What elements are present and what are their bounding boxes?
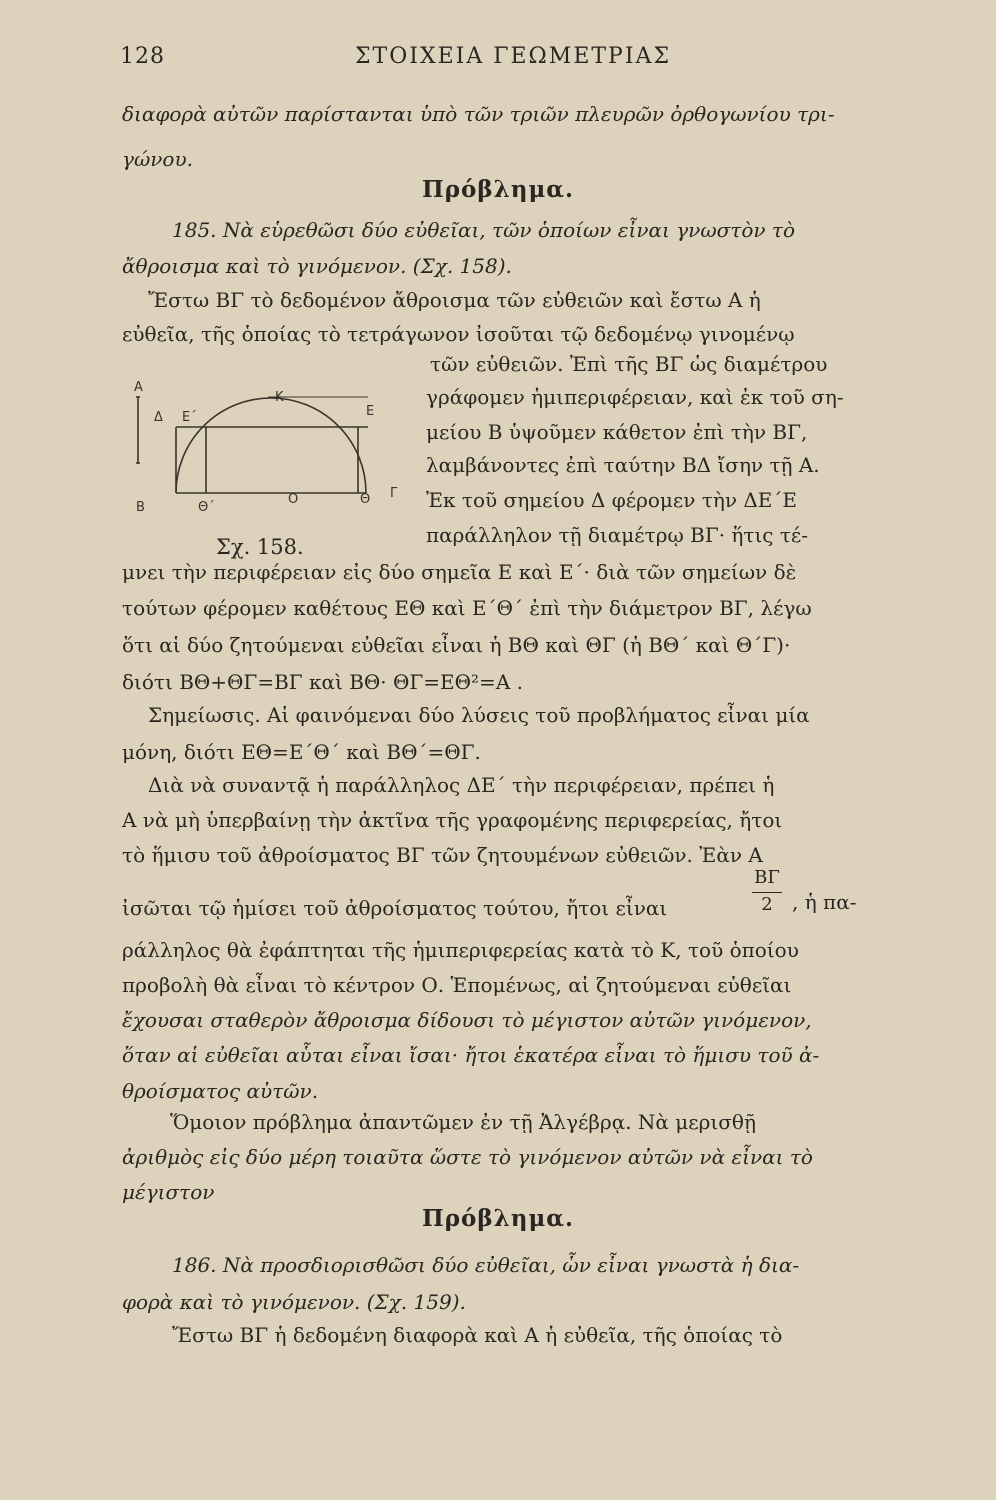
- text-line: ἔχουσαι σταθερὸν ἄθροισμα δίδουσι τὸ μέγιστον αὐτῶν γινόμενον,: [122, 1008, 812, 1032]
- text-line: τῶν εὐθειῶν. Ἐπὶ τῆς ΒΓ ὡς διαμέτρου: [430, 352, 828, 376]
- text-line: ράλληλος θὰ ἐφάπτηται τῆς ἡμιπεριφερείας κατὰ τὸ Κ, τοῦ ὁποίου: [122, 938, 799, 962]
- text-line: γράφομεν ἡμιπεριφέρειαν, καὶ ἐκ τοῦ ση-: [426, 385, 844, 409]
- fraction-BG-over-2: [742, 866, 792, 917]
- fraction-numerator: ΒΓ: [754, 867, 780, 888]
- label-D: Δ: [154, 410, 163, 425]
- page-number: 128: [120, 44, 165, 69]
- text-line: Ἔστω ΒΓ τὸ δεδομένον ἄθροισμα τῶν εὐθειῶν καὶ ἔστω Α ἡ: [148, 288, 761, 312]
- label-K: Κ: [275, 390, 284, 405]
- text-line: τούτων φέρομεν καθέτους ΕΘ καὶ Ε΄Θ΄ ἐπὶ τὴν διάμετρον ΒΓ, λέγω: [122, 596, 812, 620]
- label-A: Α: [134, 380, 143, 395]
- text-line: μόνη, διότι ΕΘ=Ε΄Θ΄ καὶ ΒΘ΄=ΘΓ.: [122, 740, 481, 764]
- text-line: διαφορὰ αὐτῶν παρίστανται ὑπὸ τῶν τριῶν πλευρῶν ὀρθογωνίου τρι-: [122, 102, 835, 126]
- text-line: , ἡ πα-: [792, 890, 857, 914]
- text-line: 185. Νὰ εὑρεθῶσι δύο εὐθεῖαι, τῶν ὁποίων εἶναι γνωστὸν τὸ: [172, 218, 796, 242]
- text-line: Ἐκ τοῦ σημείου Δ φέρομεν τὴν ΔΕ΄Ε: [426, 488, 797, 512]
- label-TH: Θ: [360, 492, 371, 507]
- running-title: ΣΤΟΙΧΕΙΑ ΓΕΩΜΕΤΡΙΑΣ: [354, 44, 671, 69]
- figure-caption: Σχ. 158.: [216, 535, 304, 559]
- text-line: μέγιστον: [122, 1180, 215, 1204]
- text-line: προβολὴ θὰ εἶναι τὸ κέντρον Ο. Ἑπομένως, αἱ ζητούμεναι εὐθεῖαι: [122, 973, 792, 997]
- text-line: Διὰ νὰ συναντᾷ ἡ παράλληλος ΔΕ΄ τὴν περιφέρειαν, πρέπει ἡ: [148, 773, 775, 797]
- text-line: λαμβάνοντες ἐπὶ ταύτην ΒΔ ἴσην τῇ Α.: [426, 453, 820, 477]
- text-line: ὅτι αἱ δύο ζητούμεναι εὐθεῖαι εἶναι ἡ ΒΘ καὶ ΘΓ (ἡ ΒΘ΄ καὶ Θ΄Γ)·: [122, 633, 791, 657]
- figure-158: [128, 375, 418, 525]
- text-line: ἀριθμὸς εἰς δύο μέρη τοιαῦτα ὥστε τὸ γινόμενον αὐτῶν νὰ εἶναι τὸ: [122, 1145, 813, 1169]
- text-line: 186. Νὰ προσδιορισθῶσι δύο εὐθεῖαι, ὧν εἶναι γνωστὰ ἡ δια-: [172, 1253, 800, 1277]
- text-line: Ἔστω ΒΓ ἡ δεδομένη διαφορὰ καὶ Α ἡ εὐθεῖα, τῆς ὁποίας τὸ: [172, 1323, 783, 1347]
- label-G: Γ: [390, 486, 398, 501]
- text-line: εὐθεῖα, τῆς ὁποίας τὸ τετράγωνον ἰσοῦται τῷ δεδομένῳ γινομένῳ: [122, 322, 795, 346]
- label-B: Β: [136, 500, 145, 515]
- problem-heading: Πρόβλημα.: [421, 1205, 575, 1232]
- problem-heading: Πρόβλημα.: [421, 176, 575, 203]
- text-line: Ὅμοιον πρόβλημα ἀπαντῶμεν ἐν τῇ Ἀλγέβρᾳ. Νὰ μερισθῇ: [170, 1110, 756, 1134]
- label-E2: Ε΄: [182, 410, 197, 425]
- text-line: Σημείωσις. Αἱ φαινόμεναι δύο λύσεις τοῦ προβλήματος εἶναι μία: [148, 703, 810, 727]
- fraction-denominator: 2: [761, 894, 773, 915]
- text-line: παράλληλον τῇ διαμέτρῳ ΒΓ· ἥτις τέ-: [426, 523, 809, 547]
- label-E: Ε: [366, 404, 375, 419]
- text-line: ὅταν αἱ εὐθεῖαι αὗται εἶναι ἴσαι· ἤτοι ἑκατέρα εἶναι τὸ ἥμισυ τοῦ ἀ-: [122, 1043, 820, 1067]
- text-line: τὸ ἥμισυ τοῦ ἀθροίσματος ΒΓ τῶν ζητουμένων εὐθειῶν. Ἐὰν Α: [122, 843, 763, 867]
- text-line: θροίσματος αὐτῶν.: [122, 1079, 319, 1103]
- semicircle: [176, 398, 366, 493]
- text-line: ἄθροισμα καὶ τὸ γινόμενον. (Σχ. 158).: [122, 254, 512, 278]
- text-line: ἰσῶται τῷ ἡμίσει τοῦ ἀθροίσματος τούτου, ἤτοι εἶναι: [122, 896, 668, 920]
- text-line: μνει τὴν περιφέρειαν εἰς δύο σημεῖα Ε καὶ Ε΄· διὰ τῶν σημείων δὲ: [122, 560, 797, 584]
- text-line: Α νὰ μὴ ὑπερβαίνῃ τὴν ἀκτῖνα τῆς γραφομένης περιφερείας, ἤτοι: [122, 808, 783, 832]
- text-line: διότι ΒΘ+ΘΓ=ΒΓ καὶ ΒΘ· ΘΓ=ΕΘ²=Α .: [122, 670, 523, 694]
- label-O: Ο: [288, 492, 299, 507]
- text-line: γώνου.: [122, 147, 193, 171]
- text-line: μείου Β ὑψοῦμεν κάθετον ἐπὶ τὴν ΒΓ,: [426, 420, 808, 444]
- label-TH2: Θ΄: [198, 500, 215, 515]
- text-line: φορὰ καὶ τὸ γινόμενον. (Σχ. 159).: [122, 1290, 466, 1314]
